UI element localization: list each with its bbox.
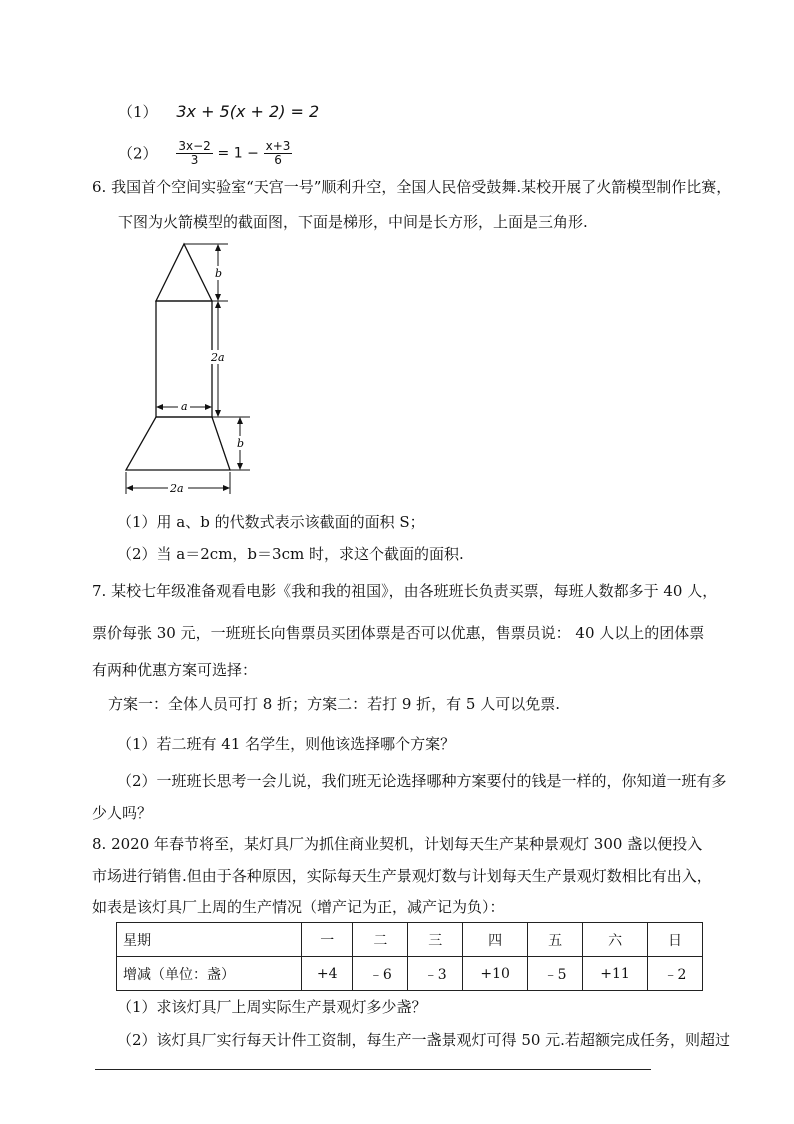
q5-part2-label: （2） <box>118 144 158 163</box>
rocket-figure <box>110 240 270 502</box>
table-cell: ﹣2 <box>648 957 703 991</box>
table-cell: +10 <box>463 957 528 991</box>
label-2a-bottom: 2a <box>170 482 184 495</box>
q8-line3: 如表是该灯具厂上周的生产情况（增产记为正，减产记为负）： <box>92 898 505 916</box>
table-cell: ﹣5 <box>528 957 583 991</box>
table-cell: +11 <box>583 957 648 991</box>
q8-sub2: （2）该灯具厂实行每天计件工资制，每生产一盏景观灯可得 50 元.若超额完成任务，则超过 <box>117 1031 730 1049</box>
q7-sub2-line2: 少人吗？ <box>92 804 153 822</box>
label-a-width: a <box>181 400 188 413</box>
label-2a-height: 2a <box>211 351 225 364</box>
fraction-numerator: x+3 <box>265 139 291 153</box>
fraction-numerator: 3x−2 <box>178 139 211 153</box>
table-cell: 增减（单位：盏） <box>117 957 302 991</box>
q7-plans: 方案一：全体人员可打 8 折；方案二：若打 9 折，有 5 人可以免票. <box>108 695 561 713</box>
q5-part1-equation: 3x + 5(x + 2) = 2 <box>176 102 320 121</box>
q5-part2-fraction-right <box>264 140 293 167</box>
q5-part2-fraction-left <box>176 140 212 167</box>
q8-sub1: （1）求该灯具厂上周实际生产景观灯多少盏？ <box>117 998 427 1016</box>
fraction-denominator: 3 <box>190 153 199 167</box>
q7-line1: 7. 某校七年级准备观看电影《我和我的祖国》，由各班班长负责买票，每班人数都多于 40 人， <box>92 582 718 600</box>
q5-part2-middle: = 1 − <box>217 145 259 162</box>
label-b-bottom: b <box>237 437 245 450</box>
q8-line2: 市场进行销售.但由于各种原因，实际每天生产景观灯数与计划每天生产景观灯数相比有出入， <box>92 867 712 885</box>
footer-rule <box>95 1069 651 1070</box>
production-table <box>116 922 703 991</box>
q7-line3: 有两种优惠方案可选择： <box>92 661 258 679</box>
q5-part1 <box>118 101 319 123</box>
table-cell: 一 <box>302 923 353 957</box>
q8-line1: 8. 2020 年春节将至，某灯具厂为抓住商业契机，计划每天生产某种景观灯 300 盏以便投入 <box>92 835 703 853</box>
q6-sub1: （1）用 a、b 的代数式表示该截面的面积 S； <box>117 513 425 531</box>
q6-sub2: （2）当 a＝2cm，b＝3cm 时，求这个截面的面积. <box>117 545 464 563</box>
label-b-top: b <box>215 267 223 280</box>
table-cell: 日 <box>648 923 703 957</box>
table-cell: 星期 <box>117 923 302 957</box>
rocket-triangle <box>156 244 212 301</box>
table-cell: 六 <box>583 923 648 957</box>
q5-part2 <box>118 140 292 170</box>
table-cell: 二 <box>353 923 408 957</box>
fraction-denominator: 6 <box>274 153 282 167</box>
table-cell: 四 <box>463 923 528 957</box>
table-cell: +4 <box>302 957 353 991</box>
table-cell: ﹣3 <box>408 957 463 991</box>
table-cell: 五 <box>528 923 583 957</box>
table-row <box>117 957 703 991</box>
table-cell: 三 <box>408 923 463 957</box>
table-cell: ﹣6 <box>353 957 408 991</box>
q6-line2: 下图为火箭模型的截面图，下面是梯形，中间是长方形，上面是三角形. <box>118 213 588 231</box>
rocket-trapezoid <box>126 417 230 470</box>
q6-line1: 6. 我国首个空间实验室“天宫一号”顺利升空，全国人民倍受鼓舞.某校开展了火箭模型制作比赛， <box>92 178 732 196</box>
q7-line2: 票价每张 30 元，一班班长向售票员买团体票是否可以优惠，售票员说： 40 人以上的团体票 <box>92 624 705 642</box>
q7-sub1: （1）若二班有 41 名学生，则他该选择哪个方案？ <box>117 735 456 753</box>
table-row <box>117 923 703 957</box>
q7-sub2-line1: （2）一班班长思考一会儿说，我们班无论选择哪种方案要付的钱是一样的，你知道一班有多 <box>117 772 727 790</box>
q5-part1-label: （1） <box>118 103 158 121</box>
